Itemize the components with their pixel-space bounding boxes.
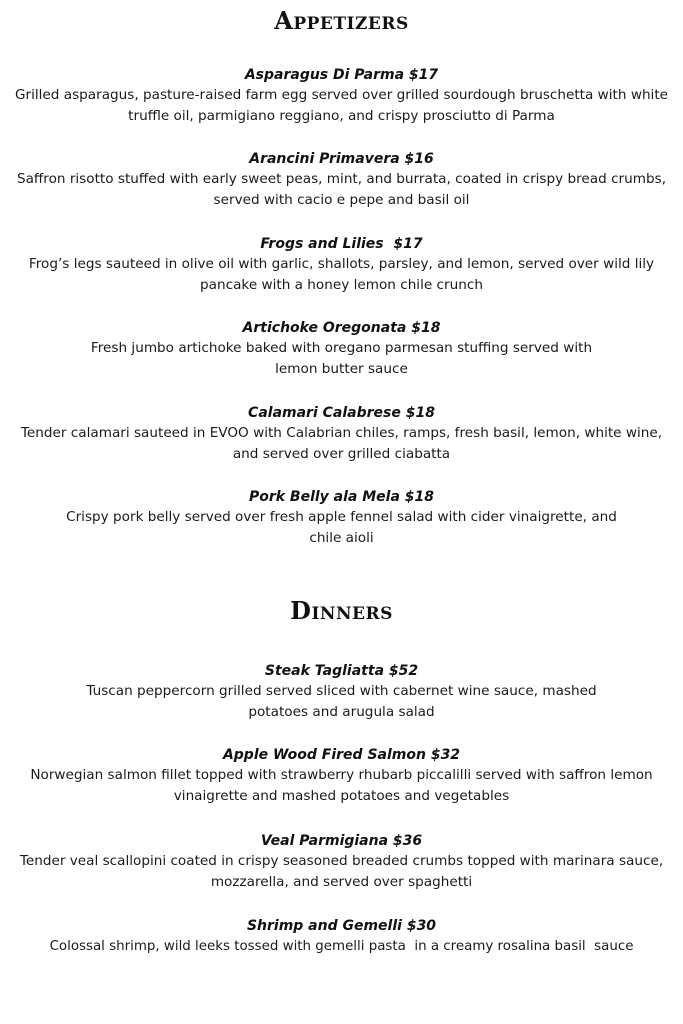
item-name: Calamari Calabrese $18 [248,405,435,421]
item-name: Shrimp and Gemelli $30 [246,918,437,934]
item-description: Saffron risotto stuffed with early sweet peas, mint, and burrata, coated in crispy bread crumbs, served with cacio e pepe and basil oil [16,171,667,208]
menu-item [10,661,673,723]
item-name: Asparagus Di Parma $17 [244,67,439,83]
menu-item [10,831,673,893]
item-name: Apple Wood Fired Salmon $32 [222,747,461,763]
dinners-heading: Dinners [290,596,393,625]
item-description: Tender calamari sauteed in EVOO with Calabrian chiles, ramps, fresh basil, lemon, white wine, and served over grilled ciabatta [20,425,663,462]
item-description: Crispy pork belly served over fresh apple fennel salad with cider vinaigrette, and chile aioli [66,509,617,546]
item-name: Veal Parmigiana $36 [260,833,423,849]
item-description: Frog’s legs sauteed in olive oil with garlic, shallots, parsley, and lemon, served over wild lily pancake with a honey lemon chile crunch [28,256,655,293]
item-name: Frogs and Lilies $17 [260,236,423,252]
item-name: Artichoke Oregonata $18 [242,320,441,336]
menu-item [10,149,673,211]
menu-item [10,487,673,549]
item-description: Tuscan peppercorn grilled served sliced with cabernet wine sauce, mashed potatoes and arugula salad [86,683,597,720]
menu-item [10,745,673,807]
item-description: Fresh jumbo artichoke baked with oregano parmesan stuffing served with lemon butter sauce [90,340,593,377]
item-description: Norwegian salmon fillet topped with strawberry rhubarb piccalilli served with saffron lemon vinaigrette and mashed potatoes and vegetables [30,767,653,804]
menu-item [10,318,673,380]
item-name: Arancini Primavera $16 [249,151,434,167]
item-name: Steak Tagliatta $52 [264,663,419,679]
appetizers-heading: Appetizers [274,6,409,35]
item-description: Grilled asparagus, pasture-raised farm egg served over grilled sourdough bruschetta with white truffle oil, parmigiano reggiano, and crispy prosciutto di Parma [14,87,669,124]
menu-item [10,65,673,127]
item-description: Tender veal scallopini coated in crispy seasoned breaded crumbs topped with marinara sauce, mozzarella, and served over spaghetti [19,853,664,890]
menu-item [10,916,673,957]
menu-item [10,403,673,465]
menu-item [10,234,673,296]
item-description: Colossal shrimp, wild leeks tossed with gemelli pasta in a creamy rosalina basil sauce [49,939,634,954]
item-name: Pork Belly ala Mela $18 [248,489,435,505]
